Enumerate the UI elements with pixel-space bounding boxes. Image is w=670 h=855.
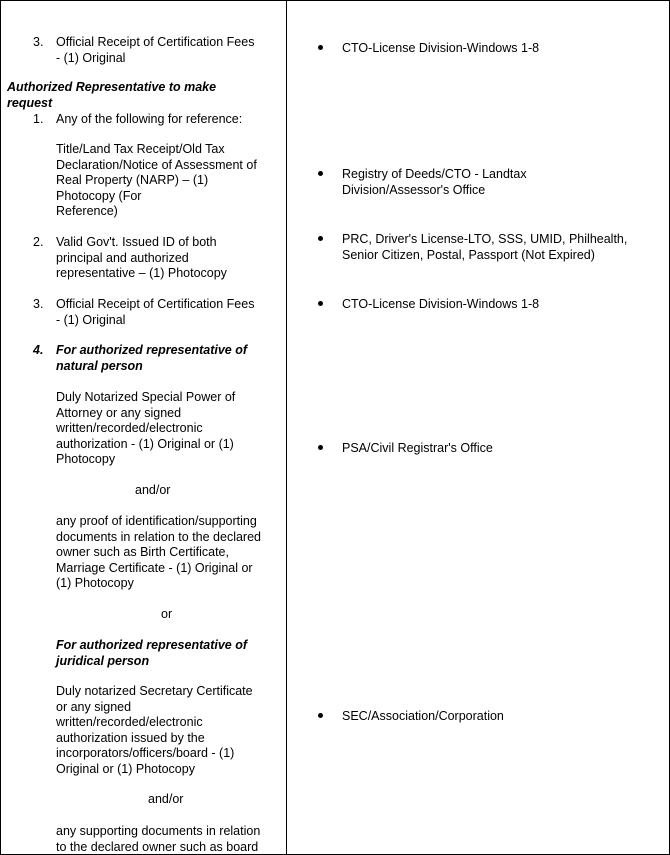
identification-proof-requirement: any proof of identification/supporting documents in relation to the declared owner such as Birth Certificate, Marriage Certificate - (1) Original or (1) Photocopy — [56, 514, 261, 590]
section-heading-authorized-representative: Authorized Representative to make request — [7, 80, 217, 110]
where-to-secure-item: CTO-License Division-Windows 1-8 — [342, 297, 540, 311]
item-number: 2. — [33, 235, 44, 249]
reference-document-list: Title/Land Tax Receipt/Old Tax Declaration/Notice of Assessment of Real Property (NARP) – (1) Photocopy (For Reference) — [56, 142, 257, 218]
and-or-connector: and/or — [148, 792, 184, 806]
where-to-secure-item: CTO-License Division-Windows 1-8 — [342, 41, 540, 55]
item-number: 1. — [33, 112, 44, 126]
bullet-icon — [318, 171, 323, 176]
bullet-icon — [318, 45, 323, 50]
item-number: 4. — [33, 343, 44, 357]
where-to-secure-item: PRC, Driver's License-LTO, SSS, UMID, Philhealth, Senior Citizen, Postal, Passport (Not Expired) — [342, 232, 628, 262]
item-number: 3. — [33, 297, 44, 311]
official-receipt-requirement: Official Receipt of Certification Fees - (1) Original — [56, 35, 255, 65]
where-to-secure-item: SEC/Association/Corporation — [342, 709, 504, 723]
where-to-secure-item: PSA/Civil Registrar's Office — [342, 441, 493, 455]
reference-requirement: Any of the following for reference: — [56, 112, 243, 126]
juridical-person-heading: For authorized representative of juridical person — [56, 638, 248, 668]
where-to-secure-item: Registry of Deeds/CTO - Landtax Division/Assessor's Office — [342, 167, 527, 197]
column-divider — [286, 0, 287, 855]
bullet-icon — [318, 301, 323, 306]
bullet-icon — [318, 236, 323, 241]
official-receipt-requirement: Official Receipt of Certification Fees - (1) Original — [56, 297, 255, 327]
supporting-documents-requirement: any supporting documents in relation to the declared owner such as board — [56, 824, 261, 854]
secretary-certificate-requirement: Duly notarized Secretary Certificate or any signed written/recorded/electronic authorization issued by the incorporators/officers/board - (1) Original or (1) Photocopy — [56, 684, 253, 776]
bullet-icon — [318, 713, 323, 718]
bullet-icon — [318, 445, 323, 450]
valid-id-requirement: Valid Gov't. Issued ID of both principal and authorized representative – (1) Photocopy — [56, 235, 227, 280]
item-number: 3. — [33, 35, 44, 49]
special-power-of-attorney-requirement: Duly Notarized Special Power of Attorney or any signed written/recorded/electronic authorization - (1) Original or (1) Photocopy — [56, 390, 236, 466]
and-or-connector: and/or — [135, 483, 171, 497]
natural-person-heading: For authorized representative of natural person — [56, 343, 248, 373]
or-connector: or — [161, 607, 173, 621]
